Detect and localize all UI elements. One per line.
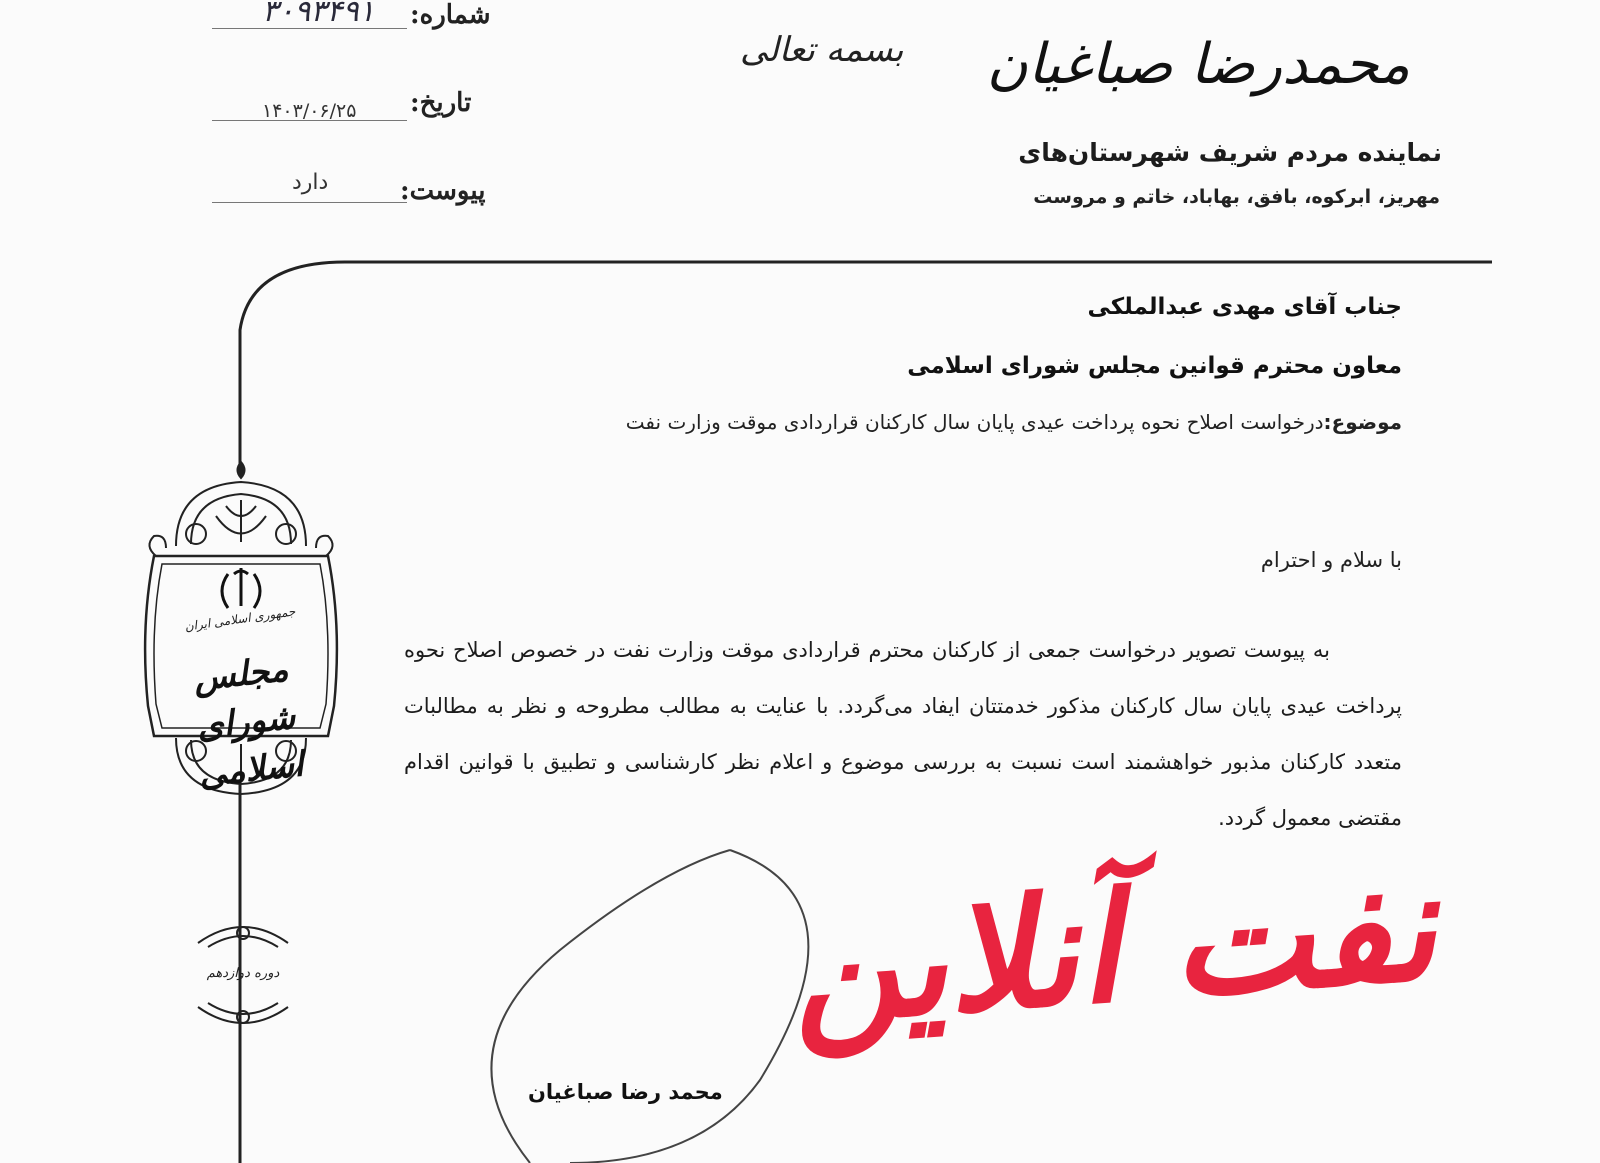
emblem-term: دوره دوازدهم [206, 966, 280, 981]
mp-districts: مهریز، ابرکوه، بافق، بهاباد، خاتم و مروست [1033, 186, 1440, 208]
subject-label: موضوع: [1323, 410, 1402, 434]
number-label: شماره: [410, 0, 491, 30]
number-value: ۳۰۹۳۴۹۱ [262, 0, 375, 29]
mp-name: محمدرضا صباغیان [986, 32, 1410, 97]
subject-line [626, 410, 1402, 434]
date-label: تاریخ: [410, 88, 472, 118]
emblem-country: جمهوری اسلامی ایران [183, 604, 297, 634]
emblem-org-name: مجلس شورای اسلامی [191, 649, 306, 796]
date-value: ۱۴۰۳/۰۶/۲۵ [262, 100, 357, 122]
attachment-value: دارد [292, 170, 329, 195]
mp-title: نماینده مردم شریف شهرستان‌های [1018, 138, 1442, 167]
subject-text: درخواست اصلاح نحوه پرداخت عیدی پایان سال کارکنان قراردادی موقت وزارت نفت [625, 410, 1324, 434]
recipient-name: جناب آقای مهدی عبدالملکی [1087, 294, 1402, 320]
letter-body: به پیوست تصویر درخواست جمعی از کارکنان محترم قراردادی موقت وزارت نفت در خصوص اصلاح نحوه پرداخت عیدی پایان سال کارکنان مذکور خدمتتان ایفاد می‌گردد. با عنایت به مطالب مطروحه و نظر به مطالبات متعدد کارکنان مذبور خواهشمند است نسبت به بررسی موضوع و اعلام نظر کارشناسی و تطبیق با قوانین اقدام مقتضی معمول گردد. [404, 638, 1402, 830]
recipient-title: معاون محترم قوانین مجلس شورای اسلامی [907, 353, 1402, 379]
greeting: با سلام و احترام [1260, 548, 1402, 572]
attachment-label: پیوست: [400, 176, 486, 206]
watermark: نفت آنلاین [784, 837, 1442, 1059]
basmala: بسمه تعالی [740, 30, 904, 70]
signer-name: محمد رضا صباغیان [528, 1080, 723, 1104]
